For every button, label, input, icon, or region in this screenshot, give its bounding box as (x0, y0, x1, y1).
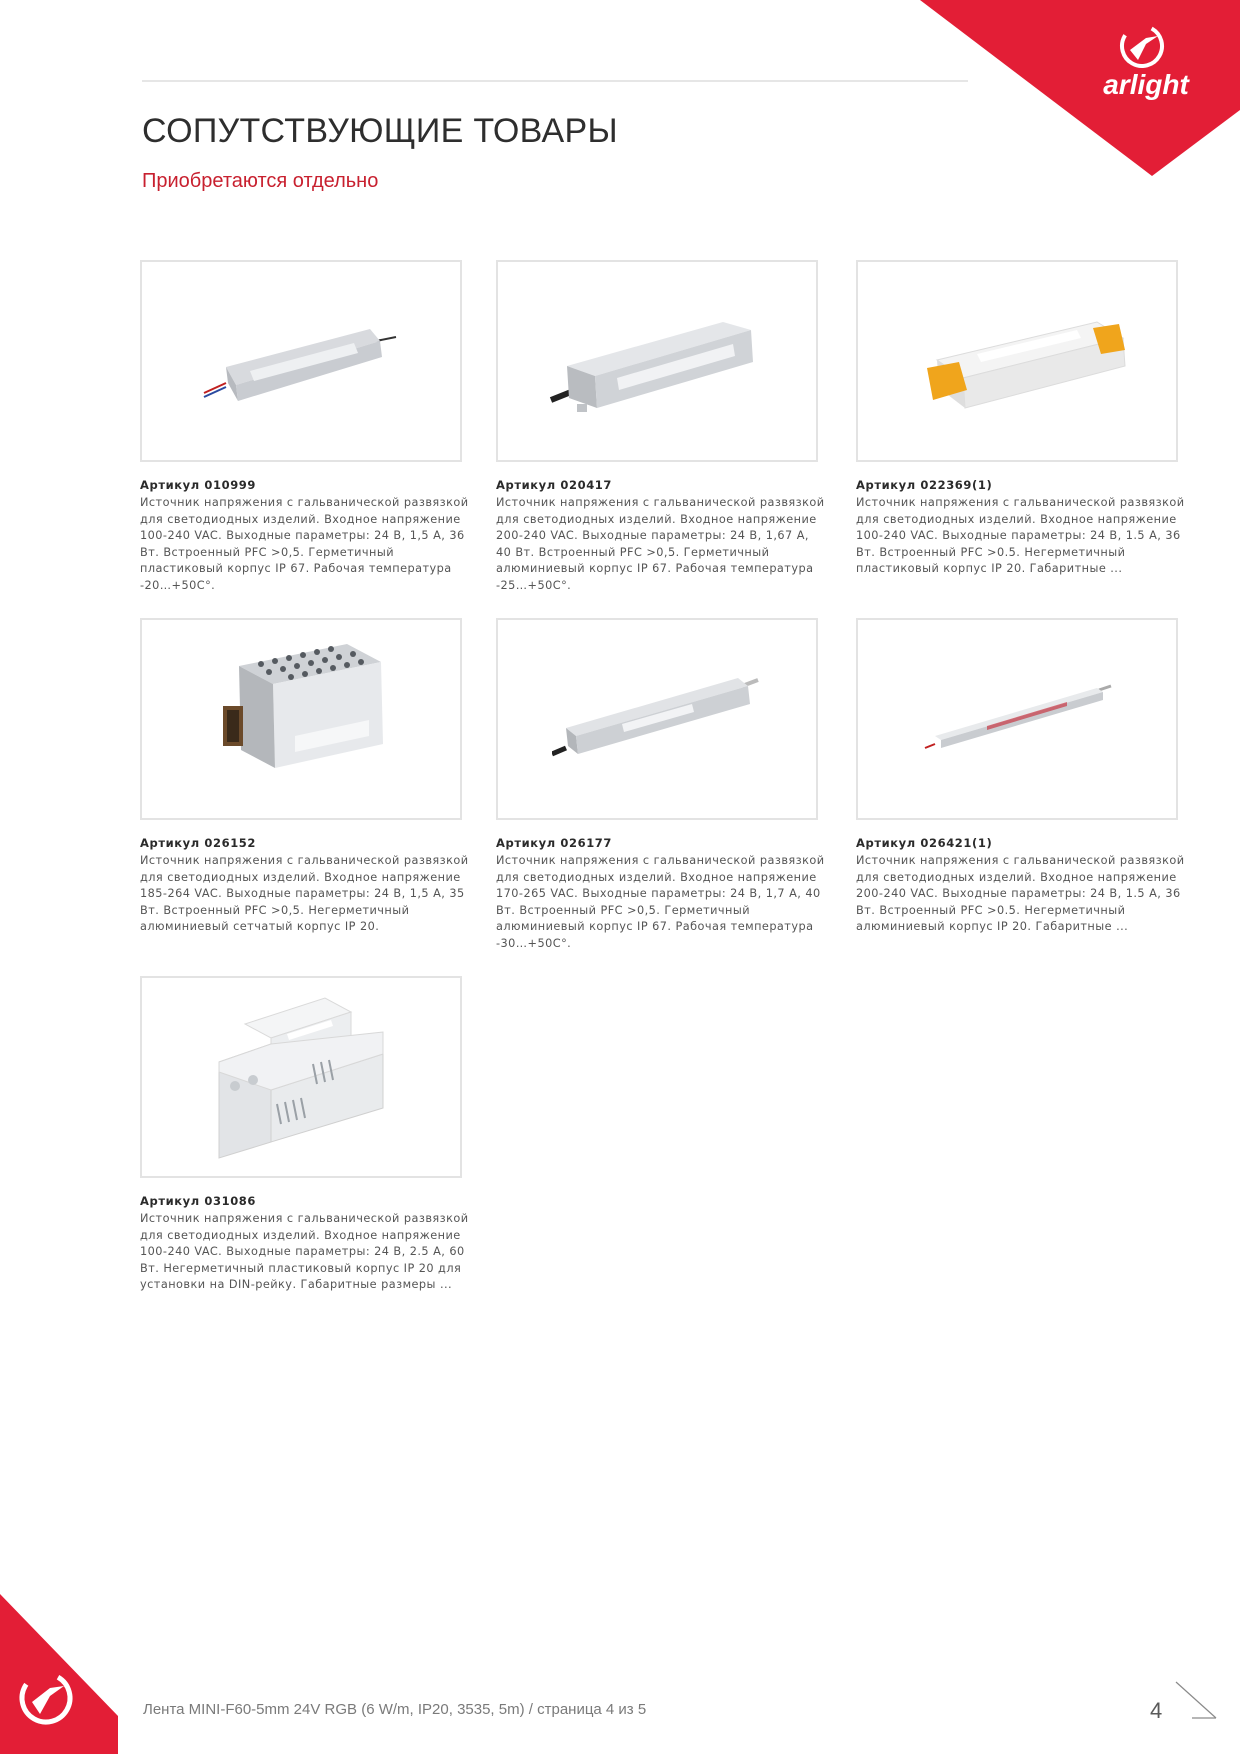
product-card[interactable] (140, 260, 469, 595)
product-sku: Артикул 026177 (496, 836, 612, 850)
page-corner-decoration (1172, 1680, 1218, 1720)
brand-corner (920, 0, 1240, 176)
power-supply-aluminum-image (537, 296, 777, 426)
logo-wordmark: arlight (1103, 69, 1189, 100)
product-image[interactable] (496, 260, 818, 462)
power-supply-slim-image (552, 664, 762, 774)
power-supply-mesh-image (201, 644, 401, 794)
product-image[interactable] (856, 260, 1178, 462)
power-supply-compact-image (897, 296, 1137, 426)
product-card[interactable] (496, 260, 825, 595)
product-description: Источник напряжения с гальванической развязкой для светодиодных изделий. Входное напряжение 100-240 VAC. Выходные параметры: 24 В, 1,5 А, 36 Вт. Встроенный PFC >0,5. Герметичный пластиковый корпус IP 67. Рабочая температура -20…+50С°. (140, 496, 469, 592)
product-card[interactable] (140, 976, 469, 1294)
product-card[interactable] (496, 618, 825, 953)
product-description: Источник напряжения с гальванической развязкой для светодиодных изделий. Входное напряжение 100-240 VAC. Выходные параметры: 24 В, 2.5 А, 60 Вт. Негерметичный пластиковый корпус IP 20 для установки на DIN-рейку. Габаритные размеры ... (140, 1212, 469, 1292)
footer-brand-corner (0, 1594, 118, 1754)
footer-document-title: Лента MINI-F60-5mm 24V RGB (6 W/m, IP20, 3535, 5m) / страница 4 из 5 (143, 1701, 647, 1718)
power-supply-din-rail-image (201, 992, 401, 1162)
page-title: СОПУТСТВУЮЩИЕ ТОВАРЫ (142, 112, 618, 150)
page-number: 4 (1150, 1698, 1163, 1723)
product-image[interactable] (140, 976, 462, 1178)
power-supply-plastic-image (186, 301, 416, 421)
header-divider (142, 80, 968, 82)
product-image[interactable] (140, 260, 462, 462)
product-sku: Артикул 026421(1) (856, 836, 993, 850)
product-description: Источник напряжения с гальванической развязкой для светодиодных изделий. Входное напряжение 170-265 VAC. Выходные параметры: 24 В, 1,7 А, 40 Вт. Встроенный PFC >0,5. Герметичный алюминиевый корпус IP 67. Рабочая температура -30…+50С°. (496, 854, 825, 950)
product-card[interactable] (856, 260, 1185, 578)
product-description: Источник напряжения с гальванической развязкой для светодиодных изделий. Входное напряжение 200-240 VAC. Выходные параметры: 24 В, 1,67 А, 40 Вт. Встроенный PFC >0,5. Герметичный алюминиевый корпус IP 67. Рабочая температура -25…+50С°. (496, 496, 825, 592)
product-image[interactable] (856, 618, 1178, 820)
power-supply-ultra-slim-image (917, 674, 1117, 764)
page-subtitle: Приобретаются отдельно (142, 170, 379, 192)
product-description: Источник напряжения с гальванической развязкой для светодиодных изделий. Входное напряжение 200-240 VAC. Выходные параметры: 24 В, 1.5 А, 36 Вт. Встроенный PFC >0.5. Негерметичный алюминиевый корпус IP 20. Габаритные ... (856, 854, 1185, 934)
product-sku: Артикул 026152 (140, 836, 256, 850)
product-image[interactable] (140, 618, 462, 820)
product-card[interactable] (140, 618, 469, 936)
product-description: Источник напряжения с гальванической развязкой для светодиодных изделий. Входное напряжение 185-264 VAC. Выходные параметры: 24 В, 1,5 А, 35 Вт. Встроенный PFC >0,5. Негерметичный алюминиевый сетчатый корпус IP 20. (140, 854, 469, 934)
product-sku: Артикул 020417 (496, 478, 612, 492)
product-card[interactable] (856, 618, 1185, 936)
product-sku: Артикул 022369(1) (856, 478, 993, 492)
product-image[interactable] (496, 618, 818, 820)
product-sku: Артикул 031086 (140, 1194, 256, 1208)
product-description: Источник напряжения с гальванической развязкой для светодиодных изделий. Входное напряжение 100-240 VAC. Выходные параметры: 24 В, 1.5 А, 36 Вт. Встроенный PFC >0.5. Негерметичный пластиковый корпус IP 20. Габаритные ... (856, 496, 1185, 576)
product-sku: Артикул 010999 (140, 478, 256, 492)
